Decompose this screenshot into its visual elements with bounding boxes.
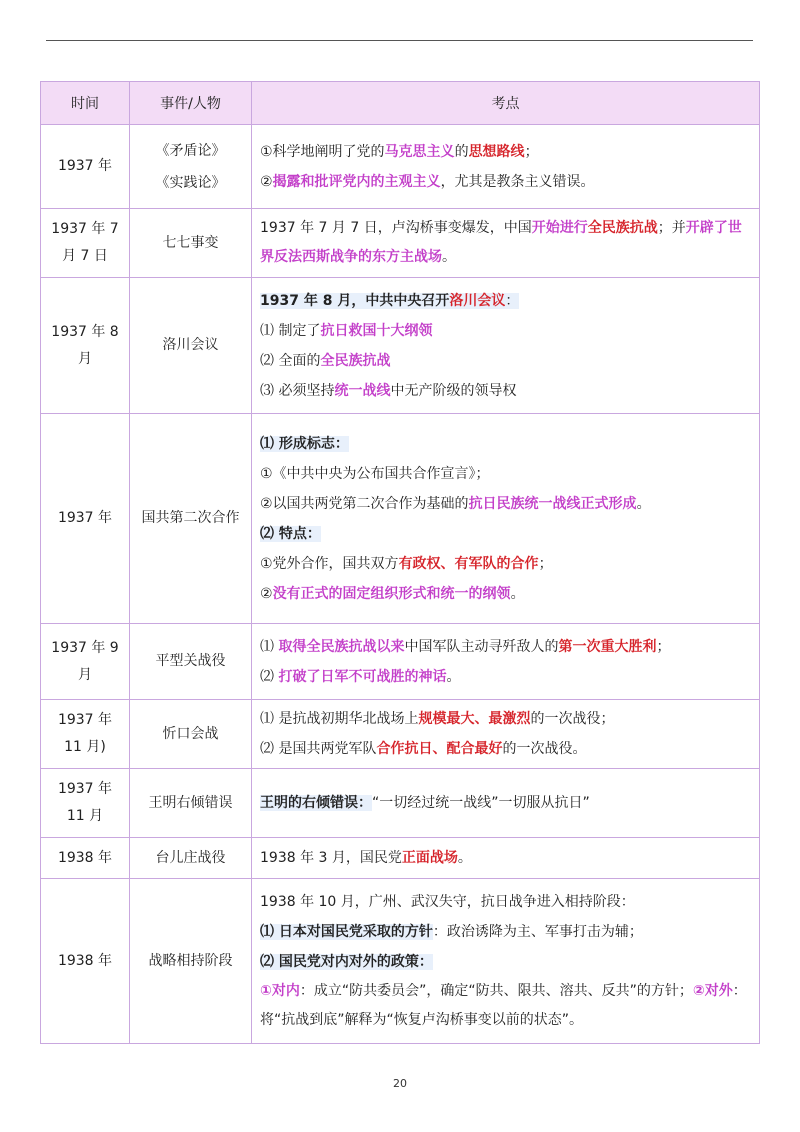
purple-keyword: 取得全民族抗战以来 [278,638,405,655]
bold-text: 1937 年 8 月，中共中央召开 [260,292,450,309]
header-event: 事件/人物 [130,82,252,125]
table-header-row [41,82,760,125]
bold-text: 王明的右倾错误： [260,795,372,811]
text-segment: ⑵ [260,668,279,685]
event-line: 七七事变 [162,234,219,251]
table-row [41,414,760,624]
purple-keyword: 全民族抗战 [320,352,391,369]
purple-keyword: 开始进行 [531,220,588,236]
text-segment: ⑴ 是抗战初期华北战场上 [260,711,419,727]
point-line [260,843,751,873]
top-rule [46,40,753,41]
cell-time: 1937 年 [41,125,130,209]
purple-keyword: 统一战线 [334,382,391,399]
point-line [260,632,751,662]
event-line: 平型关战役 [155,653,226,669]
table-row [41,769,760,838]
text-segment: ②以国共两党第二次合作为基础的 [260,495,469,512]
point-line [260,579,751,609]
cell-event [130,125,252,209]
cell-points [252,879,760,1044]
point-line [260,947,751,977]
purple-keyword: 打破了日军不可战胜的神话 [278,668,447,685]
point-line [260,429,751,459]
event-line: 《矛盾论》 [155,142,226,159]
table-row [41,838,760,879]
red-keyword: 有政权、有军队的合作 [398,555,539,572]
purple-keyword: 揭露和批评党内的主观主义 [272,173,441,190]
text-segment: ⑶ 必须坚持 [260,382,335,399]
header-time: 时间 [41,82,130,125]
table-row [41,209,760,278]
cell-points [252,278,760,414]
text-segment: ； [524,143,539,160]
cell-time: 1937 年 11 月 [41,769,130,838]
point-line [260,734,751,764]
text-segment: ⑵ 是国共两党军队 [260,741,377,757]
purple-keyword: 开辟了世界反法西斯战争的东方主战场 [260,220,742,265]
red-keyword: 规模最大、最激烈 [418,711,531,727]
red-keyword: 洛川会议 [449,292,506,309]
text-segment: 的一次战役； [530,711,615,727]
cell-event [130,700,252,769]
point-line [260,489,751,519]
text-segment: 。 [510,585,525,602]
text-segment: ⑴ [260,638,279,655]
red-keyword: 合作抗日、配合最好 [376,741,503,757]
point-line [260,788,751,818]
text-segment: 的 [454,143,469,160]
point-line [260,214,751,272]
text-segment: 。 [446,668,461,685]
purple-keyword: 马克思主义 [384,143,455,160]
text-segment: ：政治诱降为主、军事打击为辅； [432,924,643,940]
event-line: 台儿庄战役 [155,849,226,866]
text-segment: ： [505,292,520,309]
cell-points [252,700,760,769]
text-segment: ； [538,555,553,572]
text-segment: ，尤其是教条主义错误。 [440,173,595,190]
text-segment: ：成立“防共委员会”，确定“防共、限共、溶共、反共”的方针； [299,983,693,999]
table-row [41,278,760,414]
bold-text: ⑵ 国民党对内对外的政策： [260,954,433,970]
point-line [260,316,751,346]
bold-text: ⑴ 日本对国民党采取的方针 [260,924,433,940]
cell-event [130,278,252,414]
cell-time: 1937 年 8 月 [41,278,130,414]
event-line: 洛川会议 [162,337,219,353]
cell-event [130,879,252,1044]
purple-keyword: ②对外 [692,983,733,999]
table-row [41,125,760,209]
text-segment: ：将“抗战到底”解释为“恢复卢沟桥事变以前的状态”。 [260,983,747,1028]
cell-time: 1937 年 7 月 7 日 [41,209,130,278]
red-keyword: 正面战场 [401,850,458,866]
event-line: 战略相持阶段 [148,952,233,969]
history-table [40,81,760,1044]
cell-time: 1937 年 [41,414,130,624]
event-line: 国共第二次合作 [141,510,240,526]
point-line [260,137,751,167]
point-line [260,662,751,692]
text-segment: “一切经过统一战线”一切服从抗日” [372,795,590,811]
cell-points [252,624,760,700]
text-segment: 1938 年 10 月，广州、武汉失守，抗日战争进入相持阶段： [260,894,635,910]
red-keyword: 全民族抗战 [587,220,658,236]
point-line [260,519,751,549]
red-keyword: 思想路线 [468,143,525,160]
table-row [41,879,760,1044]
text-segment: 的一次战役。 [502,741,587,757]
point-line [260,286,751,316]
cell-time: 1938 年 [41,838,130,879]
text-segment: 1938 年 3 月，国民党 [260,850,402,866]
point-line [260,167,751,197]
cell-event [130,838,252,879]
cell-points [252,209,760,278]
bold-text: ⑵ 特点： [260,525,321,542]
header-points: 考点 [252,82,760,125]
cell-points [252,838,760,879]
table-row [41,624,760,700]
purple-keyword: 没有正式的固定组织形式和统一的纲领 [272,585,511,602]
point-line [260,549,751,579]
cell-time: 1937 年 11 月) [41,700,130,769]
purple-keyword: 抗日民族统一战线正式形成 [468,495,637,512]
text-segment: ；并 [657,220,686,236]
text-segment: 1937 年 7 月 7 日，卢沟桥事变爆发，中国 [260,220,532,236]
text-segment: 。 [457,850,472,866]
cell-event [130,769,252,838]
point-line [260,977,751,1035]
point-line [260,376,751,406]
point-line [260,459,751,489]
cell-event [130,624,252,700]
text-segment: 中国军队主动寻歼敌人的 [404,638,559,655]
cell-event [130,209,252,278]
page-number: 20 [393,1077,407,1090]
cell-points [252,414,760,624]
text-segment: ①《中共中央为公布国共合作宣言》； [260,465,490,482]
cell-time: 1937 年 9 月 [41,624,130,700]
event-line: 王明右倾错误 [148,794,233,811]
bold-text: ⑴ 形成标志： [260,435,349,452]
text-segment: ①科学地阐明了党的 [260,143,385,160]
cell-event [130,414,252,624]
red-keyword: 第一次重大胜利 [558,638,657,655]
point-line [260,887,751,917]
purple-keyword: ①对内 [260,983,300,999]
cell-points [252,125,760,209]
text-segment: ； [656,638,671,655]
event-line: 《实践论》 [155,174,226,191]
cell-time: 1938 年 [41,879,130,1044]
event-line: 忻口会战 [162,725,219,742]
point-line [260,346,751,376]
point-line [260,917,751,947]
text-segment: ⑴ 制定了 [260,322,321,339]
table-row [41,700,760,769]
point-line [260,704,751,734]
text-segment: 。 [442,249,456,265]
text-segment: ② [260,173,273,190]
text-segment: ② [260,585,273,602]
text-segment: 中无产阶级的领导权 [390,382,517,399]
purple-keyword: 抗日救国十大纲领 [320,322,433,339]
text-segment: ①党外合作，国共双方 [260,555,399,572]
text-segment: 。 [636,495,651,512]
text-segment: ⑵ 全面的 [260,352,321,369]
cell-points [252,769,760,838]
